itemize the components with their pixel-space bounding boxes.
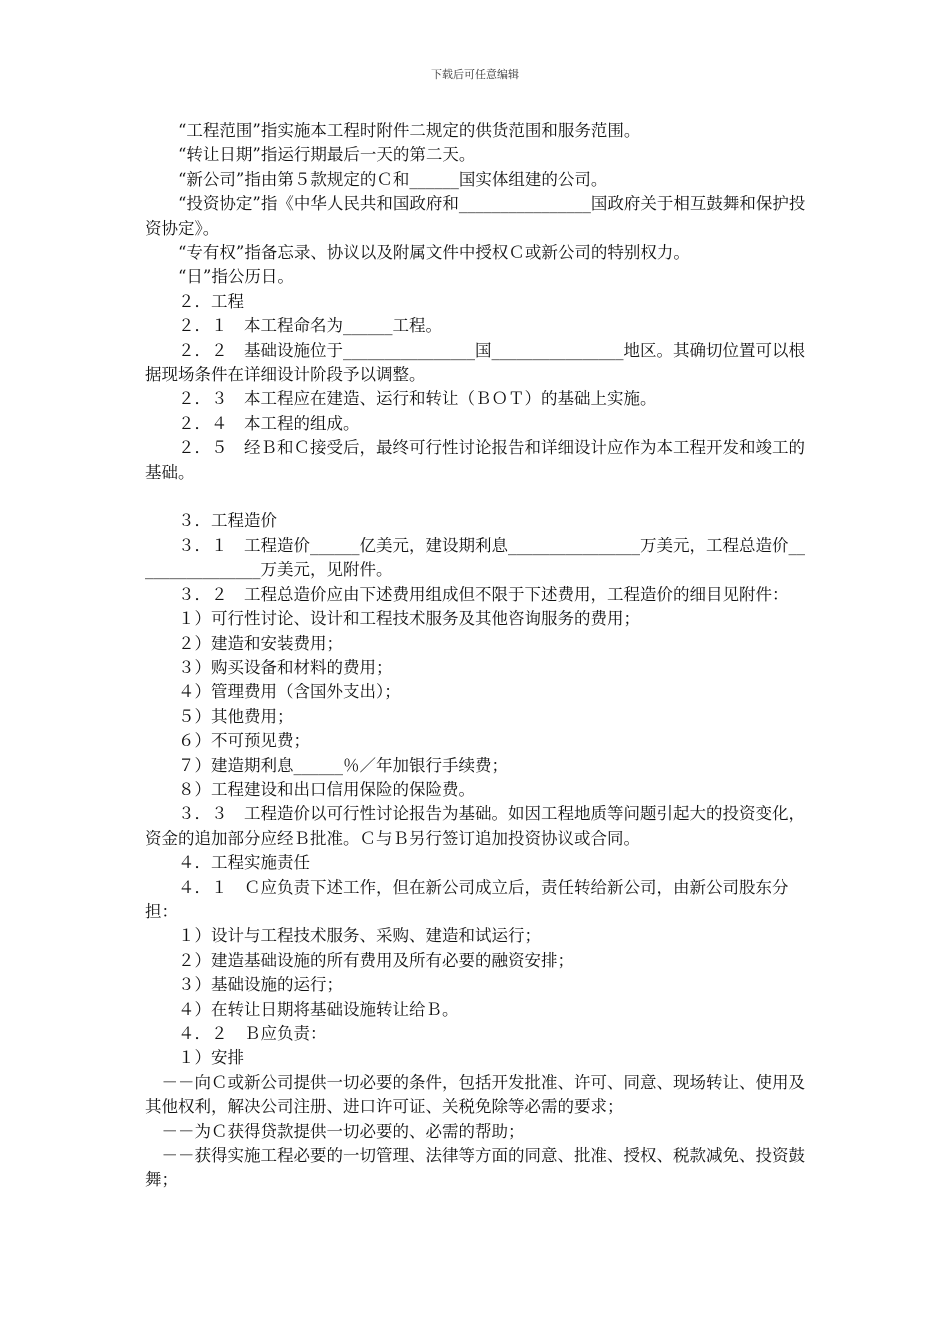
paragraph: ４．２ Ｂ应负责： [178, 1024, 327, 1044]
list-item: ４）在转让日期将基础设施转让给Ｂ。 [178, 999, 459, 1019]
paragraph: ４．１ Ｃ应负责下述工作，但在新公司成立后，责任转给新公司，由新公司股东分担： [145, 877, 789, 921]
paragraph: “新公司”指由第５款规定的Ｃ和______国实体组建的公司。 [178, 169, 608, 189]
document-body [145, 119, 807, 1193]
paragraph: “投资协定”指《中华人民共和国政府和________________国政府关于相互鼓舞和保护投资协定》。 [145, 194, 806, 238]
list-item: ６）不可预见费； [178, 731, 310, 751]
paragraph: ２．４ 本工程的组成。 [178, 413, 360, 433]
paragraph: ２．２ 基础设施位于________________国________________地区。其确切位置可以根据现场条件在详细设计阶段予以调整。 [145, 340, 805, 385]
section-heading: ４．工程实施责任 [178, 853, 310, 873]
paragraph: ３．３ 工程造价以可行性讨论报告为基础。如因工程地质等问题引起大的投资变化，资金的追加部分应经Ｂ批准。Ｃ与Ｂ另行签订追加投资协议或合同。 [145, 804, 805, 848]
dash-item: －－获得实施工程必要的一切管理、法律等方面的同意、批准、授权、税款减免、投资鼓舞； [145, 1146, 805, 1190]
paragraph: “专有权”指备忘录、协议以及附属文件中授权Ｃ或新公司的特别权力。 [178, 243, 690, 263]
paragraph: ３．１ 工程造价______亿美元，建设期利息________________万美元，工程总造价________________万美元，见附件。 [145, 535, 805, 580]
list-item: １）可行性讨论、设计和工程技术服务及其他咨询服务的费用； [178, 609, 640, 629]
list-item: ８）工程建设和出口信用保险的保险费。 [178, 779, 475, 799]
paragraph: “转让日期”指运行期最后一天的第二天。 [178, 145, 476, 165]
paragraph: ２．１ 本工程命名为______工程。 [178, 316, 442, 336]
list-item: ４）管理费用（含国外支出）； [178, 682, 401, 702]
list-item: ２）建造基础设施的所有费用及所有必要的融资安排； [178, 950, 574, 970]
list-item: ２）建造和安装费用； [178, 633, 343, 653]
list-item: ３）基础设施的运行； [178, 975, 343, 995]
dash-item: －－为Ｃ获得贷款提供一切必要的、必需的帮助； [161, 1121, 525, 1141]
blank-line [145, 485, 807, 509]
list-item: １）安排 [178, 1048, 244, 1068]
paragraph: “日”指公历日。 [178, 267, 294, 287]
list-item: ７）建造期利息______％／年加银行手续费； [178, 755, 508, 775]
dash-item: －－向Ｃ或新公司提供一切必要的条件，包括开发批准、许可、同意、现场转让、使用及其他权利，解决公司注册、进口许可证、关税免除等必需的要求； [145, 1072, 805, 1117]
list-item: ５）其他费用； [178, 706, 294, 726]
paragraph: ３．２ 工程总造价应由下述费用组成但不限于下述费用，工程造价的细目见附件： [178, 584, 789, 604]
paragraph: “工程范围”指实施本工程时附件二规定的供货范围和服务范围。 [178, 121, 641, 140]
paragraph: ２．５ 经Ｂ和Ｃ接受后，最终可行性讨论报告和详细设计应作为本工程开发和竣工的基础。 [145, 438, 805, 482]
paragraph: ２．３ 本工程应在建造、运行和转让（ＢＯＴ）的基础上实施。 [178, 389, 657, 409]
list-item: １）设计与工程技术服务、采购、建造和试运行； [178, 926, 541, 946]
section-heading: ２．工程 [178, 291, 244, 311]
section-heading: ３．工程造价 [178, 511, 277, 531]
list-item: ３）购买设备和材料的费用； [178, 657, 393, 677]
page-header: 下载后可任意编辑 [431, 68, 519, 81]
